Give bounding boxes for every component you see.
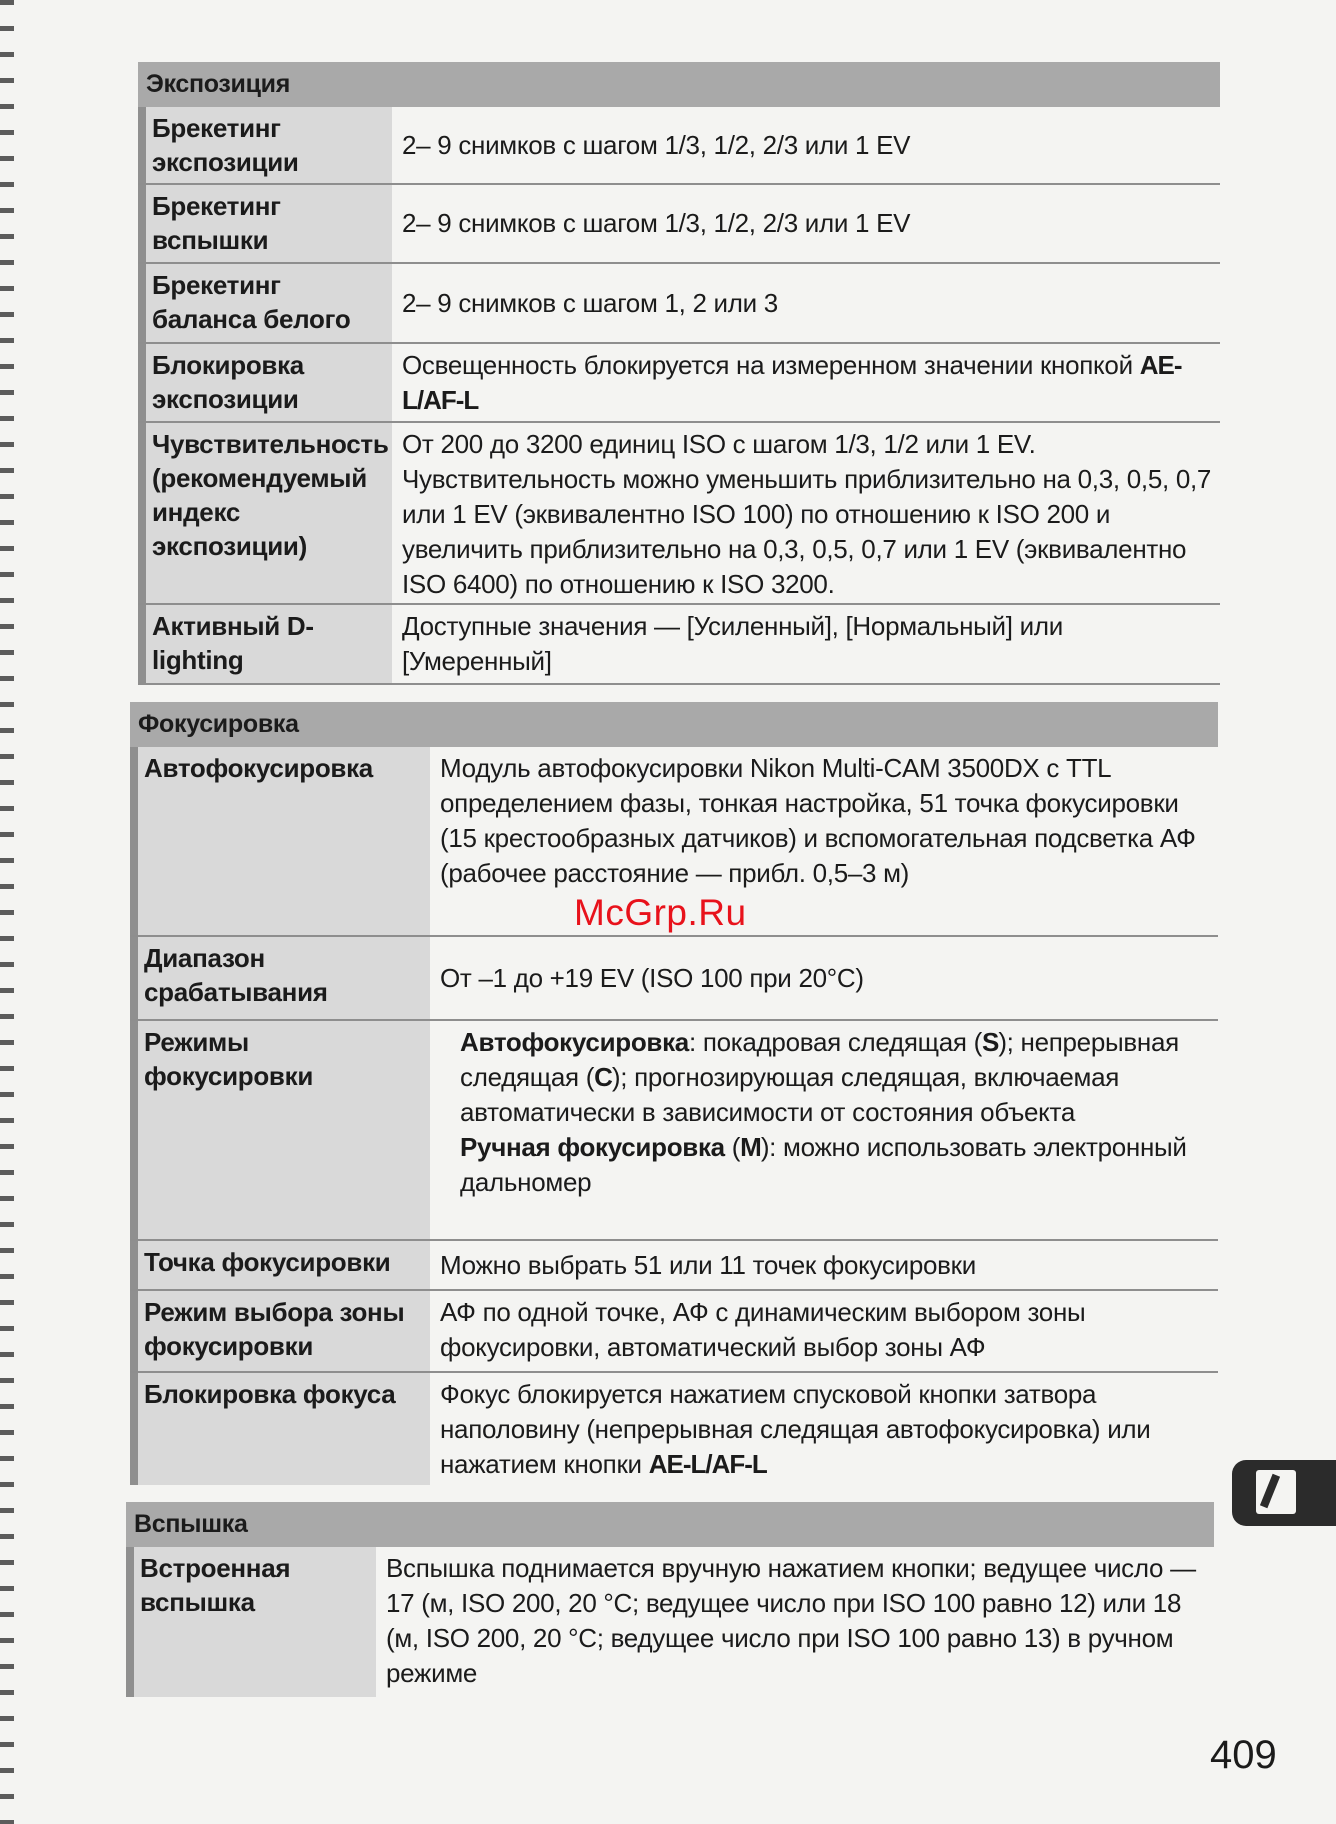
spec-label: Блокировка фокуса bbox=[130, 1373, 430, 1485]
ae-l-af-l-key: AE-L/AF-L bbox=[402, 350, 1182, 415]
spec-label: Брекетинг баланса белого bbox=[138, 264, 392, 342]
spec-value: Вспышка поднимается вручную нажатием кнопки; ведущее число — 17 (м, ISO 200, 20 °C; ведущее число при ISO 100 равно 12) или 18 (м, ISO 200, 20 °C; ведущее число при ISO 100 равно 13) в ручном режиме bbox=[386, 1553, 1196, 1688]
spec-label: Активный D-lighting bbox=[138, 605, 392, 683]
flash-header: Вспышка bbox=[126, 1502, 1214, 1547]
spiral-binding bbox=[0, 0, 14, 1824]
spec-value: 2– 9 снимков с шагом 1/3, 1/2, 2/3 или 1 EV bbox=[402, 129, 911, 160]
pencil-icon bbox=[1256, 1470, 1296, 1514]
spec-label: Блокировка экспозиции bbox=[138, 344, 392, 421]
spec-value: АФ по одной точке, АФ с динамическим выбором зоны фокусировки, автоматический выбор зоны АФ bbox=[440, 1297, 1086, 1362]
af-text: : покадровая следящая ( bbox=[688, 1027, 982, 1057]
spec-label: Режим выбора зоны фокусировки bbox=[130, 1291, 430, 1371]
mf-text: ): можно использовать электронный дальномер bbox=[460, 1132, 1187, 1197]
mf-m-symbol: M bbox=[740, 1132, 761, 1162]
page-number: 409 bbox=[1210, 1733, 1277, 1777]
af-mode-title: Автофокусировка bbox=[460, 1027, 689, 1057]
af-text: ); прогнозирующая следящая, включаемая автоматически в зависимости от состояния объекта bbox=[460, 1062, 1120, 1127]
spec-label: Брекетинг экспозиции bbox=[138, 107, 392, 183]
spec-row bbox=[138, 264, 1220, 344]
spec-value: 2– 9 снимков с шагом 1, 2 или 3 bbox=[402, 287, 778, 318]
spec-value: 2– 9 снимков с шагом 1/3, 1/2, 2/3 или 1 EV bbox=[402, 208, 911, 238]
mf-text: ( bbox=[724, 1132, 741, 1162]
spec-label: Чувствительность (рекомендуемый индекс экспозиции) bbox=[138, 423, 392, 603]
focus-header: Фокусировка bbox=[130, 702, 1218, 747]
value-text: Фокус блокируется нажатием спусковой кнопки затвора наполовину (непрерывная следящая автофокусировка) или нажатием кнопки bbox=[440, 1379, 1151, 1479]
spec-row bbox=[138, 344, 1220, 423]
chapter-tab bbox=[1232, 1460, 1336, 1526]
mf-mode-description bbox=[460, 1130, 1210, 1200]
spec-row bbox=[138, 185, 1220, 264]
spec-row bbox=[138, 605, 1220, 685]
ae-l-af-l-key: AE-L/AF-L bbox=[648, 1449, 767, 1479]
spec-value: Доступные значения — [Усиленный], [Нормальный] или [Умеренный] bbox=[402, 611, 1063, 676]
af-mode-description bbox=[460, 1025, 1210, 1130]
spec-row bbox=[130, 937, 1218, 1021]
spec-value: Модуль автофокусировки Nikon Multi-CAM 3500DX с TTL определением фазы, тонкая настройка, 51 точка фокусировки (15 крестообразных датчиков) и вспомогательная подсветка АФ (рабочее расстояние — прибл. 0,5–3 м) bbox=[440, 753, 1196, 888]
watermark: McGrp.Ru bbox=[574, 892, 747, 933]
spec-row bbox=[126, 1547, 1214, 1697]
flash-section bbox=[126, 1502, 1214, 1697]
af-c-symbol: C bbox=[594, 1062, 612, 1092]
spec-value: От 200 до 3200 единиц ISO с шагом 1/3, 1/2 или 1 EV. Чувствительность можно уменьшить приблизительно на 0,3, 0,5, 0,7 или 1 EV (эквивалентно ISO 100) по отношению к ISO 200 и увеличить приблизительно на 0,3, 0,5, 0,7 или 1 EV (эквивалентно ISO 6400) по отношению к ISO 3200. bbox=[402, 429, 1212, 599]
spec-row bbox=[138, 423, 1220, 605]
spec-row bbox=[138, 107, 1220, 185]
af-text: ); непрерывная следящая ( bbox=[460, 1027, 1179, 1092]
spec-label: Режимы фокусировки bbox=[130, 1021, 430, 1239]
focus-section bbox=[130, 702, 1218, 1485]
spec-label: Брекетинг вспышки bbox=[138, 185, 392, 262]
mf-mode-title: Ручная фокусировка bbox=[460, 1132, 725, 1162]
af-s-symbol: S bbox=[981, 1027, 999, 1057]
spec-row bbox=[130, 1241, 1218, 1291]
spec-value: Можно выбрать 51 или 11 точек фокусировки bbox=[440, 1249, 976, 1280]
spec-value bbox=[430, 1373, 1218, 1485]
spec-label: Встроенная вспышка bbox=[126, 1547, 376, 1697]
spec-label: Автофокусировка bbox=[130, 747, 430, 935]
spec-label: Диапазон срабатывания bbox=[130, 937, 430, 1019]
spec-value bbox=[392, 344, 1220, 421]
value-text: Освещенность блокируется на измеренном значении кнопкой bbox=[402, 350, 1133, 380]
exposure-header: Экспозиция bbox=[138, 62, 1220, 107]
spec-row bbox=[130, 1291, 1218, 1373]
spec-row bbox=[130, 1373, 1218, 1485]
spec-value bbox=[430, 1021, 1218, 1239]
exposure-section bbox=[138, 62, 1220, 685]
spec-label: Точка фокусировки bbox=[130, 1241, 430, 1289]
spec-row bbox=[130, 1021, 1218, 1241]
spec-value: От –1 до +19 EV (ISO 100 при 20°C) bbox=[440, 962, 864, 993]
